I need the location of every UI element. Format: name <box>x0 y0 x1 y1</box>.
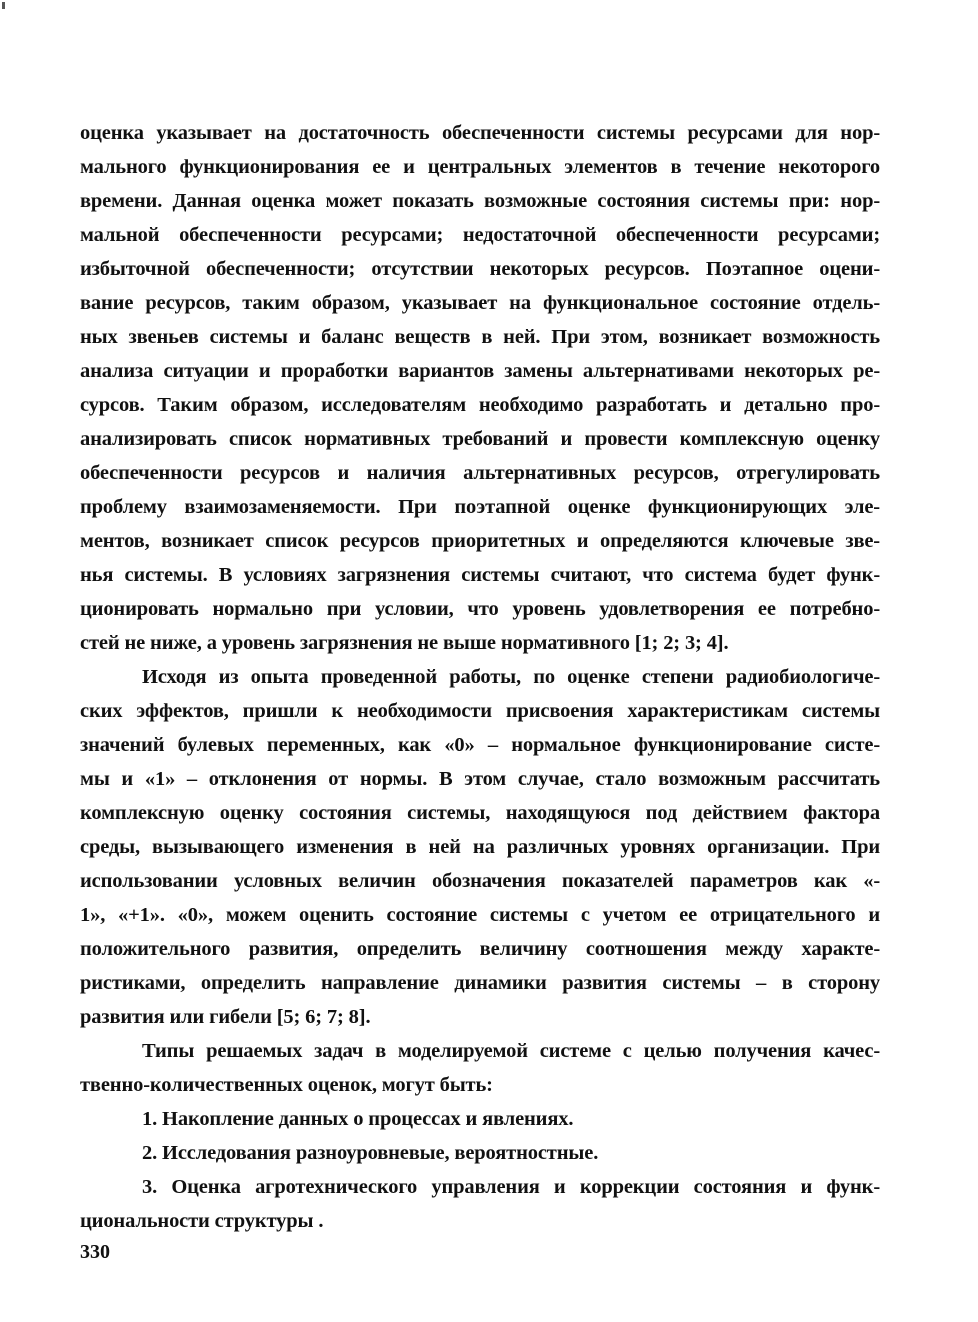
text-line: комплексную оценку состояния системы, находящуюся под действием фактора <box>80 802 880 824</box>
text-line: 1. Накопление данных о процессах и явлениях. <box>142 1108 574 1130</box>
text-line: обеспеченности ресурсов и наличия альтернативных ресурсов, отрегулировать <box>80 462 880 484</box>
list-item <box>80 1102 880 1136</box>
text-line: стей не ниже, а уровень загрязнения не выше нормативного [1; 2; 3; 4]. <box>80 632 729 654</box>
paragraph <box>80 1034 880 1102</box>
text-line: положительного развития, определить величину соотношения между характе- <box>80 938 880 960</box>
text-line: 1», «+1». «0», можем оценить состояние системы с учетом ее отрицательного и <box>80 904 880 926</box>
page-number: 330 <box>80 1241 110 1263</box>
text-line: ристиками, определить направление динамики развития системы – в сторону <box>80 972 880 994</box>
text-line: мы и «1» – отклонения от нормы. В этом случае, стало возможным рассчитать <box>80 768 880 790</box>
text-line: мального функционирования ее и центральных элементов в течение некоторого <box>80 156 880 178</box>
text-line: ных звеньев системы и баланс веществ в ней. При этом, возникает возможность <box>80 326 880 348</box>
text-line: твенно-количественных оценок, могут быть: <box>80 1074 493 1096</box>
text-line: ментов, возникает список ресурсов приоритетных и определяются ключевые зве- <box>80 530 880 552</box>
text-line: использовании условных величин обозначения показателей параметров как «- <box>80 870 880 892</box>
text-line: вание ресурсов, таким образом, указывает на функциональное состояние отдель- <box>80 292 880 314</box>
text-line: проблему взаимозаменяемости. При поэтапной оценке функционирующих эле- <box>80 496 880 518</box>
text-line: Исходя из опыта проведенной работы, по оценке степени радиобиологиче- <box>142 666 880 688</box>
text-line: 3. Оценка агротехнического управления и коррекции состояния и функ- <box>142 1176 880 1198</box>
text-line: циональности структуры . <box>80 1210 324 1232</box>
text-line: сурсов. Таким образом, исследователям необходимо разработать и детально про- <box>80 394 880 416</box>
text-line: времени. Данная оценка может показать возможные состояния системы при: нор- <box>80 190 880 212</box>
scan-artifact-mark <box>2 2 5 9</box>
text-line: мальной обеспеченности ресурсами; недостаточной обеспеченности ресурсами; <box>80 224 880 246</box>
body-text <box>80 116 880 1238</box>
text-line: анализировать список нормативных требований и провести комплексную оценку <box>80 428 880 450</box>
text-line: нья системы. В условиях загрязнения системы считают, что система будет функ- <box>80 564 880 586</box>
text-line: ционировать нормально при условии, что уровень удовлетворения ее потребно- <box>80 598 880 620</box>
paragraph <box>80 116 880 660</box>
paragraph <box>80 660 880 1034</box>
text-line: избыточной обеспеченности; отсутствии некоторых ресурсов. Поэтапное оцени- <box>80 258 880 280</box>
list-item <box>80 1170 880 1238</box>
text-line: ских эффектов, пришли к необходимости присвоения характеристикам системы <box>80 700 880 722</box>
text-line: 2. Исследования разноуровневые, вероятностные. <box>142 1142 599 1164</box>
list-item <box>80 1136 880 1170</box>
text-line: анализа ситуации и проработки вариантов замены альтернативами некоторых ре- <box>80 360 880 382</box>
text-line: среды, вызывающего изменения в ней на различных уровнях организации. При <box>80 836 880 858</box>
text-line: Типы решаемых задач в моделируемой системе с целью получения качес- <box>142 1040 880 1062</box>
text-line: развития или гибели [5; 6; 7; 8]. <box>80 1006 371 1028</box>
text-line: оценка указывает на достаточность обеспеченности системы ресурсами для нор- <box>80 122 880 144</box>
text-line: значений булевых переменных, как «0» – нормальное функционирование систе- <box>80 734 880 756</box>
